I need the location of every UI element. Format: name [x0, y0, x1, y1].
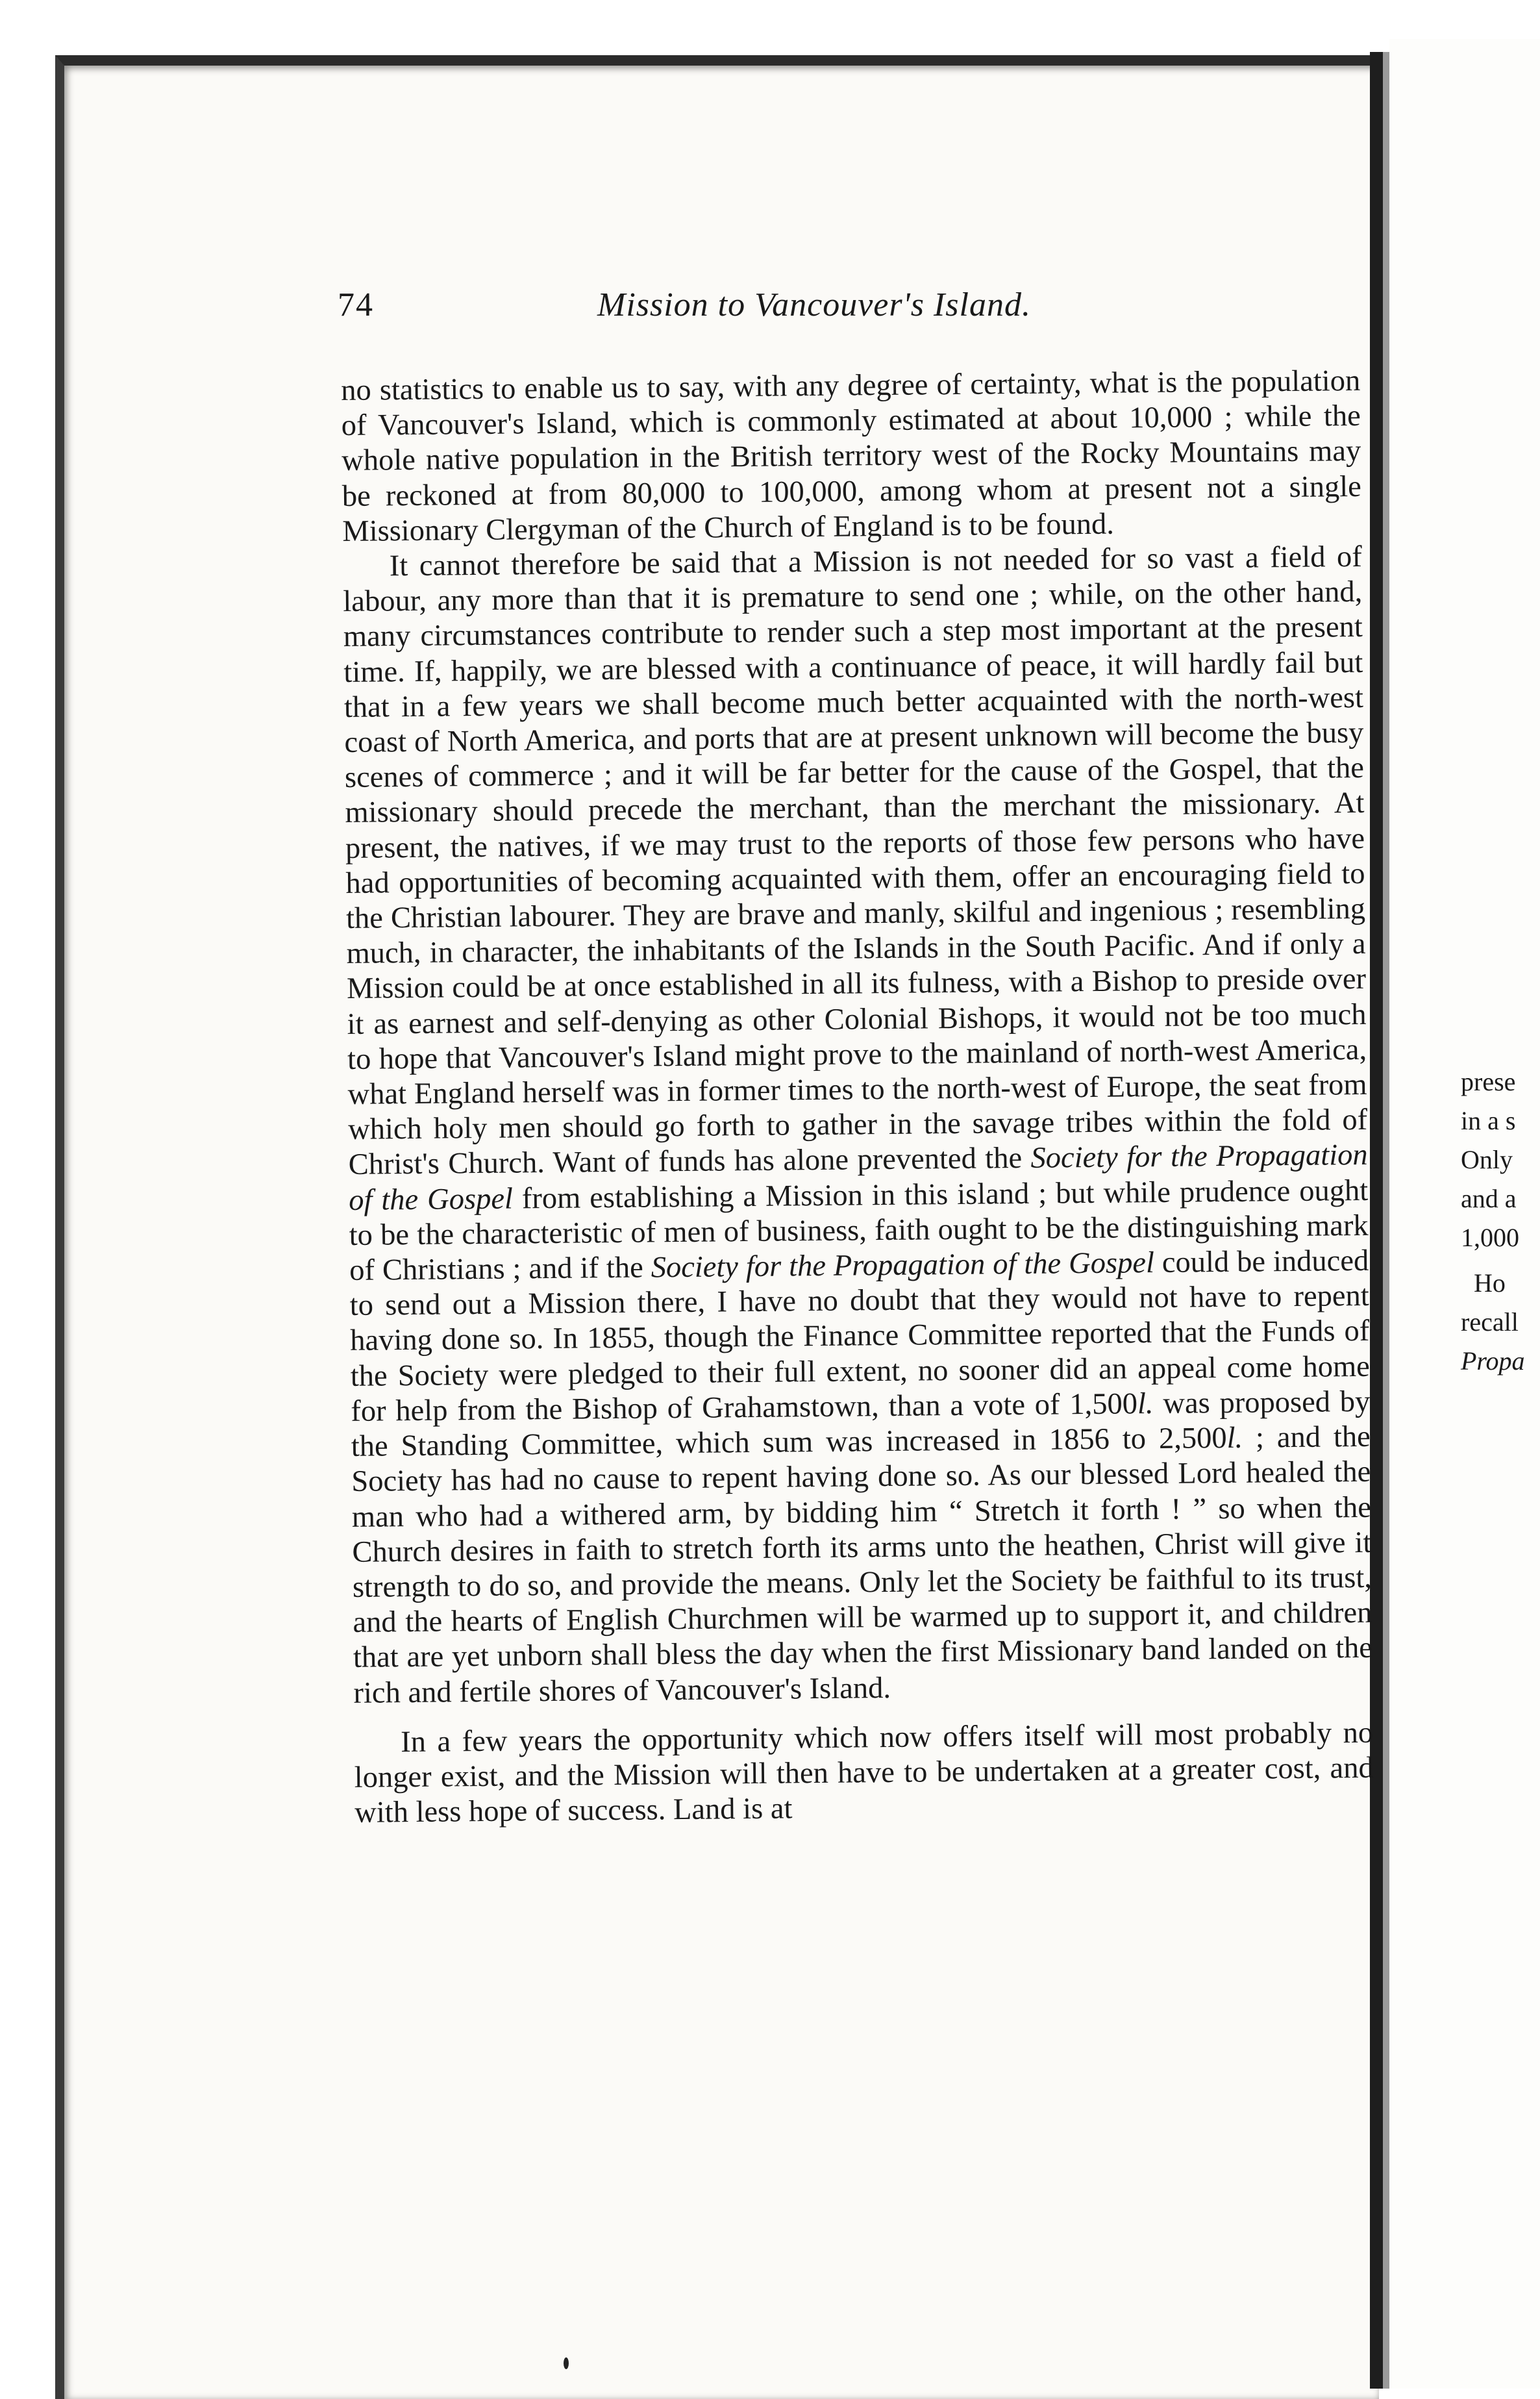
facing-page-fragment: Only — [1461, 1145, 1513, 1174]
italic-text-run: l. — [1137, 1387, 1154, 1421]
running-head: Mission to Vancouver's Island. — [597, 286, 1031, 323]
page-gutter — [1370, 52, 1383, 2389]
text-run: was proposed by the Standing Committee, which sum was increased in 1856 to 2,500 — [351, 1385, 1371, 1464]
page-gutter-light — [1383, 52, 1389, 2389]
italic-text-run: l. — [1226, 1421, 1243, 1455]
facing-page — [1389, 39, 1540, 2389]
facing-page-fragment: prese — [1461, 1067, 1516, 1096]
page-number: 74 — [338, 286, 374, 323]
facing-page-fragment: 1,000 — [1461, 1223, 1519, 1252]
text-run: ; and the Society has had no cause to repent having done so. As our blessed Lord healed the man who had a withered arm, by bidding him “ Stretch it forth ! ” so when the Church desires in faith to stretch forth its arms unto the heathen, Christ will give it strength to do so, and provide the means. Only let the Society be faithful to its trust, and the hearts of English Churchmen will be warmed up to support it, and children that are yet unborn shall bless the day when the first Missionary band landed on the rich and fertile shores of Vancouver's Island. — [351, 1420, 1373, 1710]
text-run: In a few years the opportunity which now offers itself will most probably no longer exist, and the Mission will then have to be undertaken at a greater cost, and with less hope of success. Land is at — [354, 1716, 1374, 1830]
text-run: could be induced to send out a Mission there, I have no doubt that they would not have to repent having done so. In 1855, though the Finance Committee reported that the Funds of the Society were pledged to their full extent, no sooner did an appeal come home for help from the Bishop of Grahamstown, than a vote of 1,500 — [349, 1244, 1370, 1428]
italic-text-run: Society for the Propagation of the Gospel — [348, 1138, 1368, 1217]
facing-page-fragment: and a — [1461, 1184, 1517, 1213]
facing-page-fragment: recall — [1461, 1307, 1519, 1337]
text-run: from establishing a Mission in this island ; but while prudence ought to be the characteristic of men of business, faith ought to be the distinguishing mark of Christians ; and if the — [349, 1174, 1369, 1288]
facing-page-fragment: Ho — [1474, 1268, 1506, 1298]
facing-page-fragment: in a s — [1461, 1106, 1516, 1135]
facing-page-fragment: Propa — [1461, 1346, 1525, 1375]
scan-speck — [564, 2357, 569, 2369]
paragraph — [341, 364, 1362, 549]
text-run: no statistics to enable us to say, with any degree of certainty, what is the population of Vancouver's Island, which is commonly estimated at about 10,000 ; while the whole native population in the British territory west of the Rocky Mountains may be reckoned at from 80,000 to 100,000, among whom at present not a single Missionary Clergyman of the Church of England is to be found. — [341, 364, 1361, 548]
paragraph — [354, 1716, 1374, 1831]
text-run: It cannot therefore be said that a Mission is not needed for so vast a field of labour, any more than that it is premature to send one ; while, on the other hand, many circumstances contribute to render such a step most important at the present time. If, happily, we are blessed with a continuance of peace, it will hardly fail but that in a few years we shall become much better acquainted with the north-west coast of North America, and ports that are at present unknown will become the busy scenes of commerce ; and it will be far better for the cause of the Gospel, that the missionary should precede the merchant, than the merchant the missionary. At present, the natives, if we may trust to the reports of those few persons who have had opportunities of becoming acquainted with them, offer an encouraging field to the Christian labourer. They are brave and manly, skilful and ingenious ; resembling much, in character, the inhabitants of the Islands in the South Pacific. And if only a Mission could be at once established in all its fulness, with a Bishop to preside over it as earnest and self-denying as other Colonial Bishops, it would not be too much to hope that Vancouver's Island might prove to the mainland of north-west America, what England herself was in former times to the north-west of Europe, the seat from which holy men should go forth to gather in the savage tribes within the fold of Christ's Church. Want of funds has alone prevented the — [343, 540, 1368, 1182]
page-header — [338, 286, 1363, 338]
italic-text-run: Society for the Propagation of the Gospel — [651, 1246, 1155, 1285]
body-text — [341, 364, 1374, 1831]
paragraph — [343, 540, 1373, 1711]
